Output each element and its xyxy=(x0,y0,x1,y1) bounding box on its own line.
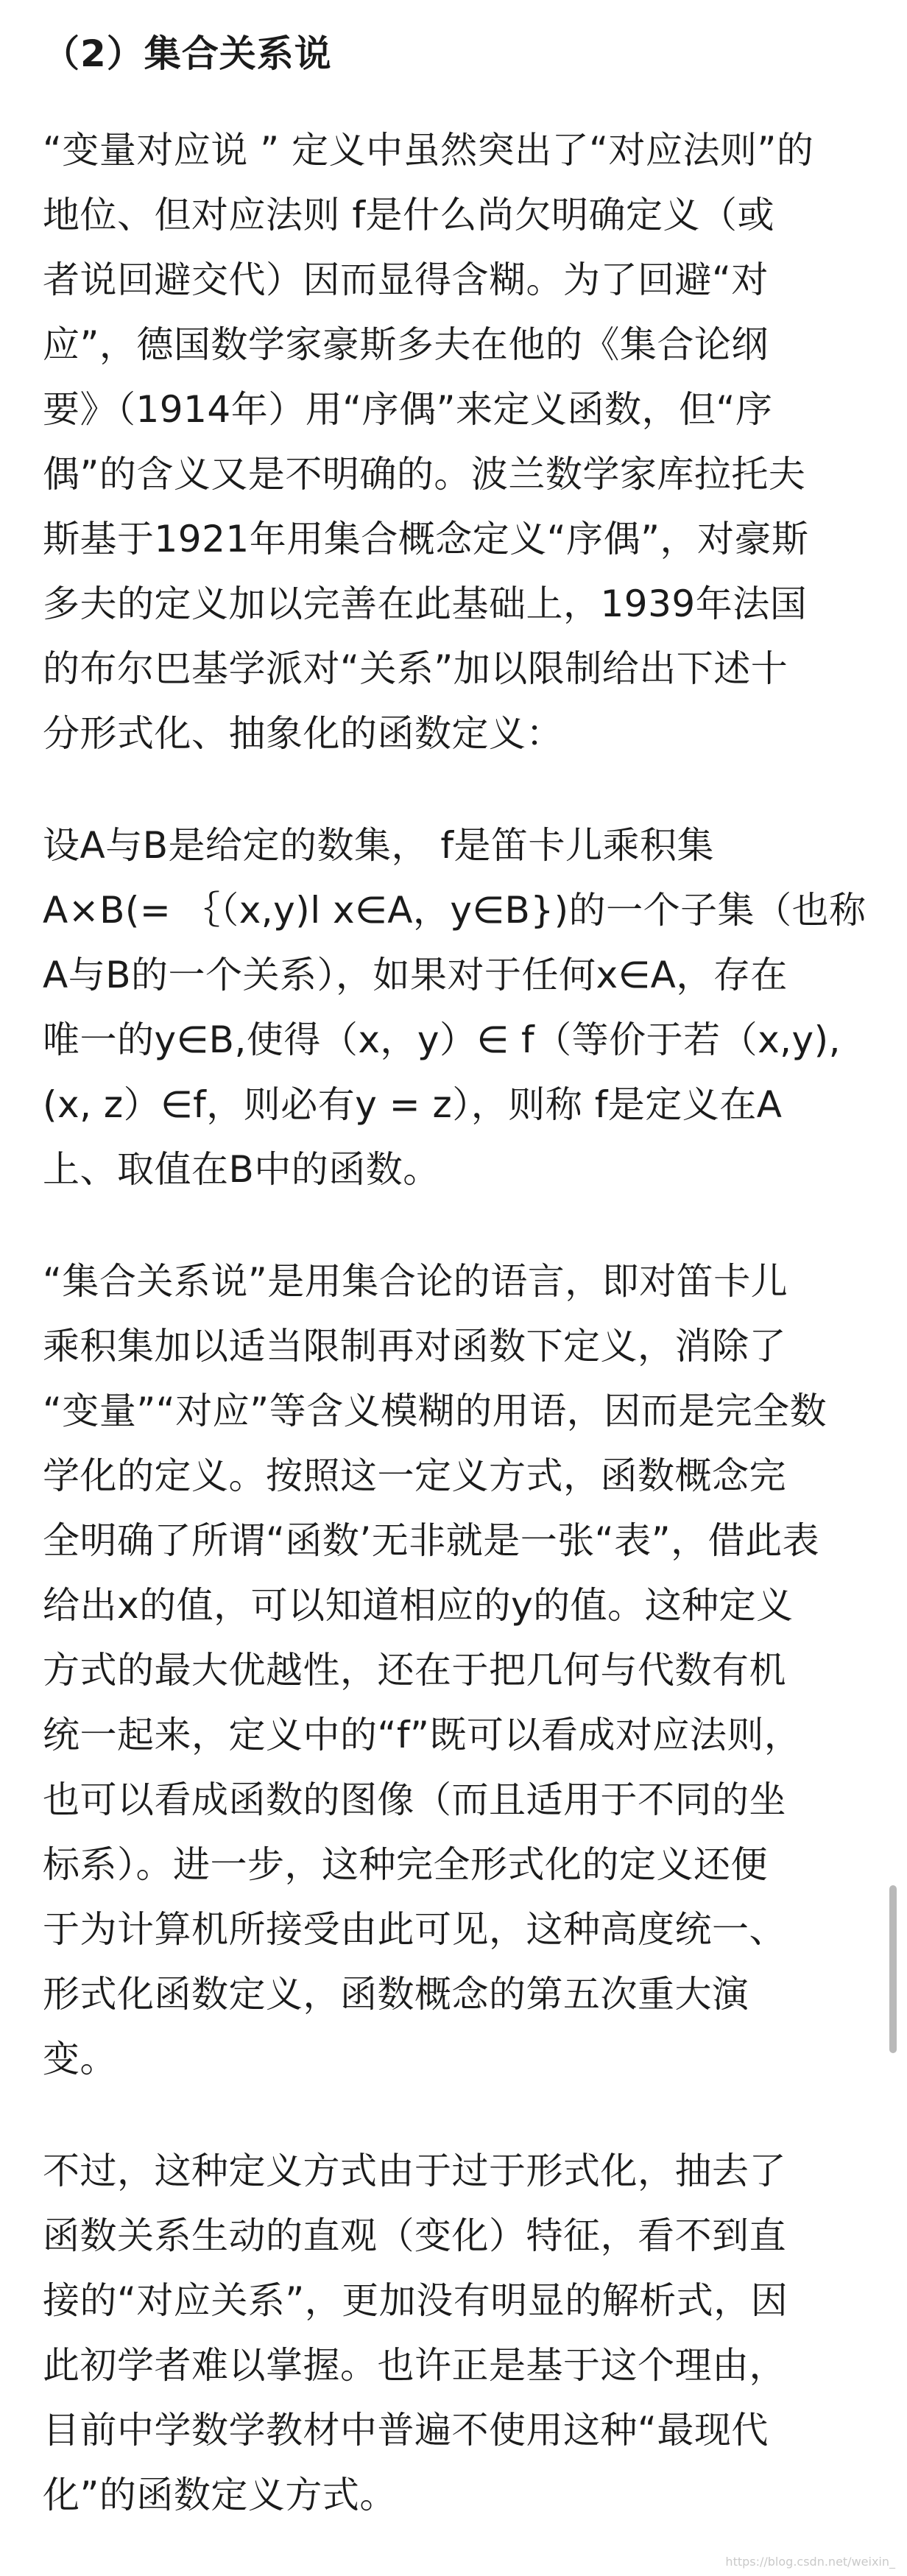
text-line: 变。 xyxy=(43,2038,117,2080)
text-line: 上、取值在B中的函数。 xyxy=(43,1148,440,1191)
text-line: 全明确了所谓“函数’无非就是一张“表”，借此表 xyxy=(43,1519,820,1562)
paragraph-gap xyxy=(43,1202,867,1249)
text-line: 函数关系生动的直观（变化）特征，看不到直 xyxy=(43,2214,786,2257)
paragraph-definition xyxy=(43,813,867,1202)
text-line: 标系）。进一步，这种完全形式化的定义还便 xyxy=(43,1843,768,1886)
text-line: 不过，这种定义方式由于过于形式化，抽去了 xyxy=(43,2150,786,2192)
text-line: “集合关系说”是用集合论的语言，即对笛卡儿 xyxy=(43,1260,788,1303)
text-line: 于为计算机所接受由此可见，这种高度统一、 xyxy=(43,1908,786,1951)
text-line: 的布尔巴基学派对“关系”加以限制给出下述十 xyxy=(43,647,788,690)
text-line: 此初学者难以掌握。也许正是基于这个理由， xyxy=(43,2344,786,2387)
paragraph-conclusion xyxy=(43,2139,867,2527)
text-line: 目前中学数学教材中普遍不使用这种“最现代 xyxy=(43,2409,769,2452)
text-line: 偶”的含义又是不明确的。波兰数学家库拉托夫 xyxy=(43,453,806,496)
text-line: 形式化函数定义，函数概念的第五次重大演 xyxy=(43,1973,749,2016)
text-line: 化”的函数定义方式。 xyxy=(43,2474,397,2516)
text-line: 应”，德国数学家豪斯多夫在他的《集合论纲 xyxy=(43,323,769,366)
text-line: 唯一的y∈B,使得（x，y）∈ f（等价于若（x,y), xyxy=(43,1018,841,1061)
text-line: 学化的定义。按照这一定义方式，函数概念完 xyxy=(43,1454,786,1497)
watermark: https://blog.csdn.net/weixin_ xyxy=(725,2555,895,2569)
text-line: A与B的一个关系），如果对于任何x∈A，存在 xyxy=(43,954,788,996)
text-line: 分形式化、抽象化的函数定义： xyxy=(43,712,563,755)
paragraph-set-relation xyxy=(43,1249,867,2091)
text-line: 也可以看成函数的图像（而且适用于不同的坐 xyxy=(43,1778,786,1821)
text-line: 者说回避交代）因而显得含糊。为了回避“对 xyxy=(43,258,769,301)
text-line: 多夫的定义加以完善在此基础上，1939年法国 xyxy=(43,583,808,625)
text-line: 给出x的值，可以知道相应的y的值。这种定义 xyxy=(43,1584,794,1627)
article-content xyxy=(43,21,867,2527)
scrollbar-thumb[interactable] xyxy=(889,1885,897,2053)
text-line: A×B(= ｛（x,y)l x∈A，y∈B})的一个子集（也称 xyxy=(43,889,867,932)
text-line: 地位、但对应法则 f是什么尚欠明确定义（或 xyxy=(43,194,774,236)
paragraph-gap xyxy=(43,2091,867,2139)
text-line: “变量”“对应”等含义模糊的用语，因而是完全数 xyxy=(43,1390,827,1432)
section-heading: （2）集合关系说 xyxy=(43,32,332,75)
paragraph-gap xyxy=(43,766,867,813)
text-line: 乘积集加以适当限制再对函数下定义，消除了 xyxy=(43,1325,786,1368)
paragraph-variable-correspondence xyxy=(43,118,867,766)
text-line: “变量对应说 ” 定义中虽然突出了“对应法则”的 xyxy=(43,129,814,172)
text-line: 要》（1914年）用“序偶”来定义函数，但“序 xyxy=(43,388,773,431)
text-line: 统一起来，定义中的“f”既可以看成对应法则， xyxy=(43,1714,802,1756)
text-line: 接的“对应关系”，更加没有明显的解析式，因 xyxy=(43,2279,788,2322)
text-line: 设A与B是给定的数集， f是笛卡儿乘积集 xyxy=(43,824,715,867)
text-line: 斯基于1921年用集合概念定义“序偶”，对豪斯 xyxy=(43,518,809,560)
text-line: 方式的最大优越性，还在于把几何与代数有机 xyxy=(43,1649,786,1692)
text-line: (x, z）∈f，则必有y = z），则称 f是定义在A xyxy=(43,1083,783,1126)
